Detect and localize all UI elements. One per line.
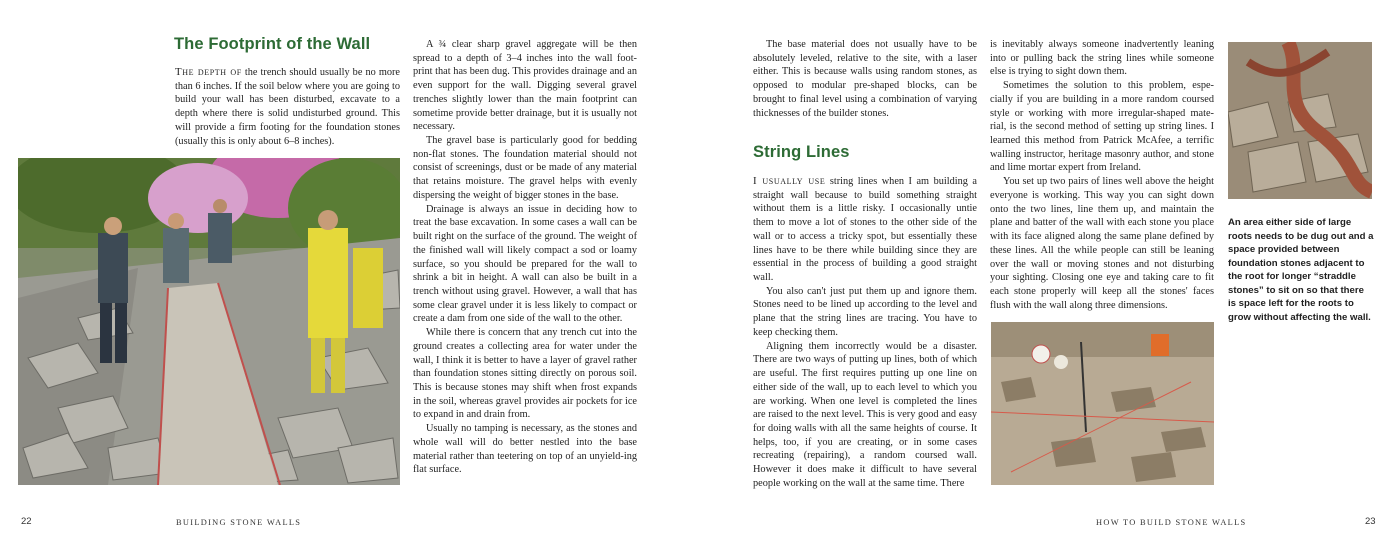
photo-caption: An area either side of large roots needs to be dug out and a space provided between foundation stones adjacent to the root for longer “straddle stones” to sit on so that there is space left for the roots to grow without affecting the wall. <box>1228 217 1374 323</box>
left-heading: The Footprint of the Wall <box>174 35 371 53</box>
col2-paragraph-2: The gravel base is particularly good for bedding non-flat stones. The foundation material should not consist of screenings, dust or be made of any material that retains moisture. The gravel helps with evenly dispersing the weight of bigger stones in the base. <box>413 135 637 201</box>
right-col1-paragraph-1: The base material does not usually have to be absolutely leveled, relative to the site, with a laser either. This is because walls using random stones, as opposed to modular pre-shaped blocks, can be brought to final level using a combination of varying thicknesses of the builder stones. <box>753 39 977 119</box>
left-running-footer: BUILDING STONE WALLS <box>176 518 302 527</box>
right-page-number: 23 <box>1365 516 1376 527</box>
intro-text: the trench should usually be no more than 6 inches. If the soil below where you are going to build your wall has been disturbed, excavate to a depth where there is solid undisturbed ground. This will provide a firm footing for the foundation stones (usually this is only about 6–8 inches). <box>175 67 400 147</box>
right-col2 <box>990 38 1214 312</box>
col2-paragraph-3: Drainage is always an issue in deciding how to treat the base excavation. In some cases a wall can be built right on the surface of the ground. The weight of the finished wall will likely compact a sod or loamy surface, so you should be prepared for the wall to shrink a bit in height. A wall can also be built in a trench without using gravel. However, a wall that has some clear gravel under it is less likely to compact or create a dam from one side of the wall to the other. <box>413 203 637 325</box>
right-col1-top <box>753 38 977 120</box>
right-heading-string-lines: String Lines <box>753 143 850 161</box>
right-col2-continuation: is inevitably always someone inadvertently leaning into or pulling back the string lines while someone else is trying to sight down them. <box>990 39 1214 78</box>
right-running-footer: HOW TO BUILD STONE WALLS <box>1096 518 1247 527</box>
string-lines-paragraph-2: You also can't just put them up and ignore them. Stones need to be lined up according to the level and plane that the string lines are tracing. You have to keep checking them. <box>753 285 977 338</box>
left-page-number: 22 <box>21 516 32 527</box>
workshop-photo-illustration <box>18 158 400 485</box>
left-intro-column <box>175 66 400 148</box>
right-col2-paragraph-2: You set up two pairs of lines well above the height everyone is working. This way you can sight down onto the two lines, line them up, and maintain the plane and batter of the wall with each stone you place with its face aligned along the same plane defined by these lines. All the while people can still be leaning over the wall or moving stones and not disturbing your sighting. Closing one eye and taking care to fit each stone properly will keep all the stones' faces flush with the wall along three dimensions. <box>990 176 1214 311</box>
string-lines-first-paragraph <box>753 175 977 285</box>
tree-roots-photo-illustration <box>1228 42 1372 199</box>
string-lines-paragraph-3: Aligning them incorrectly would be a disaster. There are two ways of putting up lines, both of which are useful. The first requires putting up one line on either side of the wall, up to each level to which you are working. When one level is completed the lines are raised to the next level. This is very good and easy for doing walls with all the same heights of course. It helps, too, if you are creating, or in some cases recreating (repairing), a random coursed wall. However it does make it difficult to have several people working on the wall at the same time. There <box>753 340 977 489</box>
string-lines-lead: I usually use <box>753 175 826 187</box>
col2-paragraph-5: Usually no tamping is necessary, as the stones and whole wall will do better nestled into the base material rather than teetering on top of an unyield-ing flat surface. <box>413 423 637 476</box>
photo-string-lines-site <box>991 322 1214 485</box>
photo-workshop-gravel-trench <box>18 158 400 485</box>
right-col1-main <box>753 175 977 491</box>
right-col2-paragraph-1: Sometimes the solution to this problem, espe-cially if you are building in a more random coursed style or working with more irregular-shaped mate-rial, is the second method of setting up string lines. I learned this method from Patrick McAfee, a terrific walling instructor, heritage masonry author, and stone and lime mortar expert from Ireland. <box>990 80 1214 174</box>
intro-lead: The depth of <box>175 66 242 78</box>
intro-paragraph <box>175 66 400 148</box>
col2-paragraph-1: A ¾ clear sharp gravel aggregate will be then spread to a depth of 3–4 inches into the wall foot-print that has been dug. This provides drainage and an even support for the wall. Digging several gravel trenches slightly lower than the main footprint can sometime provide better drainage, but it is usually not necessary. <box>413 39 637 133</box>
photo-tree-roots <box>1228 42 1372 199</box>
string-lines-photo-illustration <box>991 322 1214 485</box>
col2-paragraph-4: While there is concern that any trench cut into the ground creates a collecting area for water under the wall, I think it is better to have a layer of gravel rather than foundation stones sitting directly on porous soil. This is because stones may shift when frost expands in the soil, whereas gravel provides air pockets for ice to expand in and drain from. <box>413 327 637 421</box>
left-main-column <box>413 38 637 477</box>
string-lines-first-text: string lines when I am building a straight wall because to build something straight without them is a little risky. I occasionally untie them to move a lot of stones to the other side of the wall or to access a tricky spot, but essentially these lines have to be there while building since they are essential in the process of building a good straight wall. <box>753 176 977 284</box>
